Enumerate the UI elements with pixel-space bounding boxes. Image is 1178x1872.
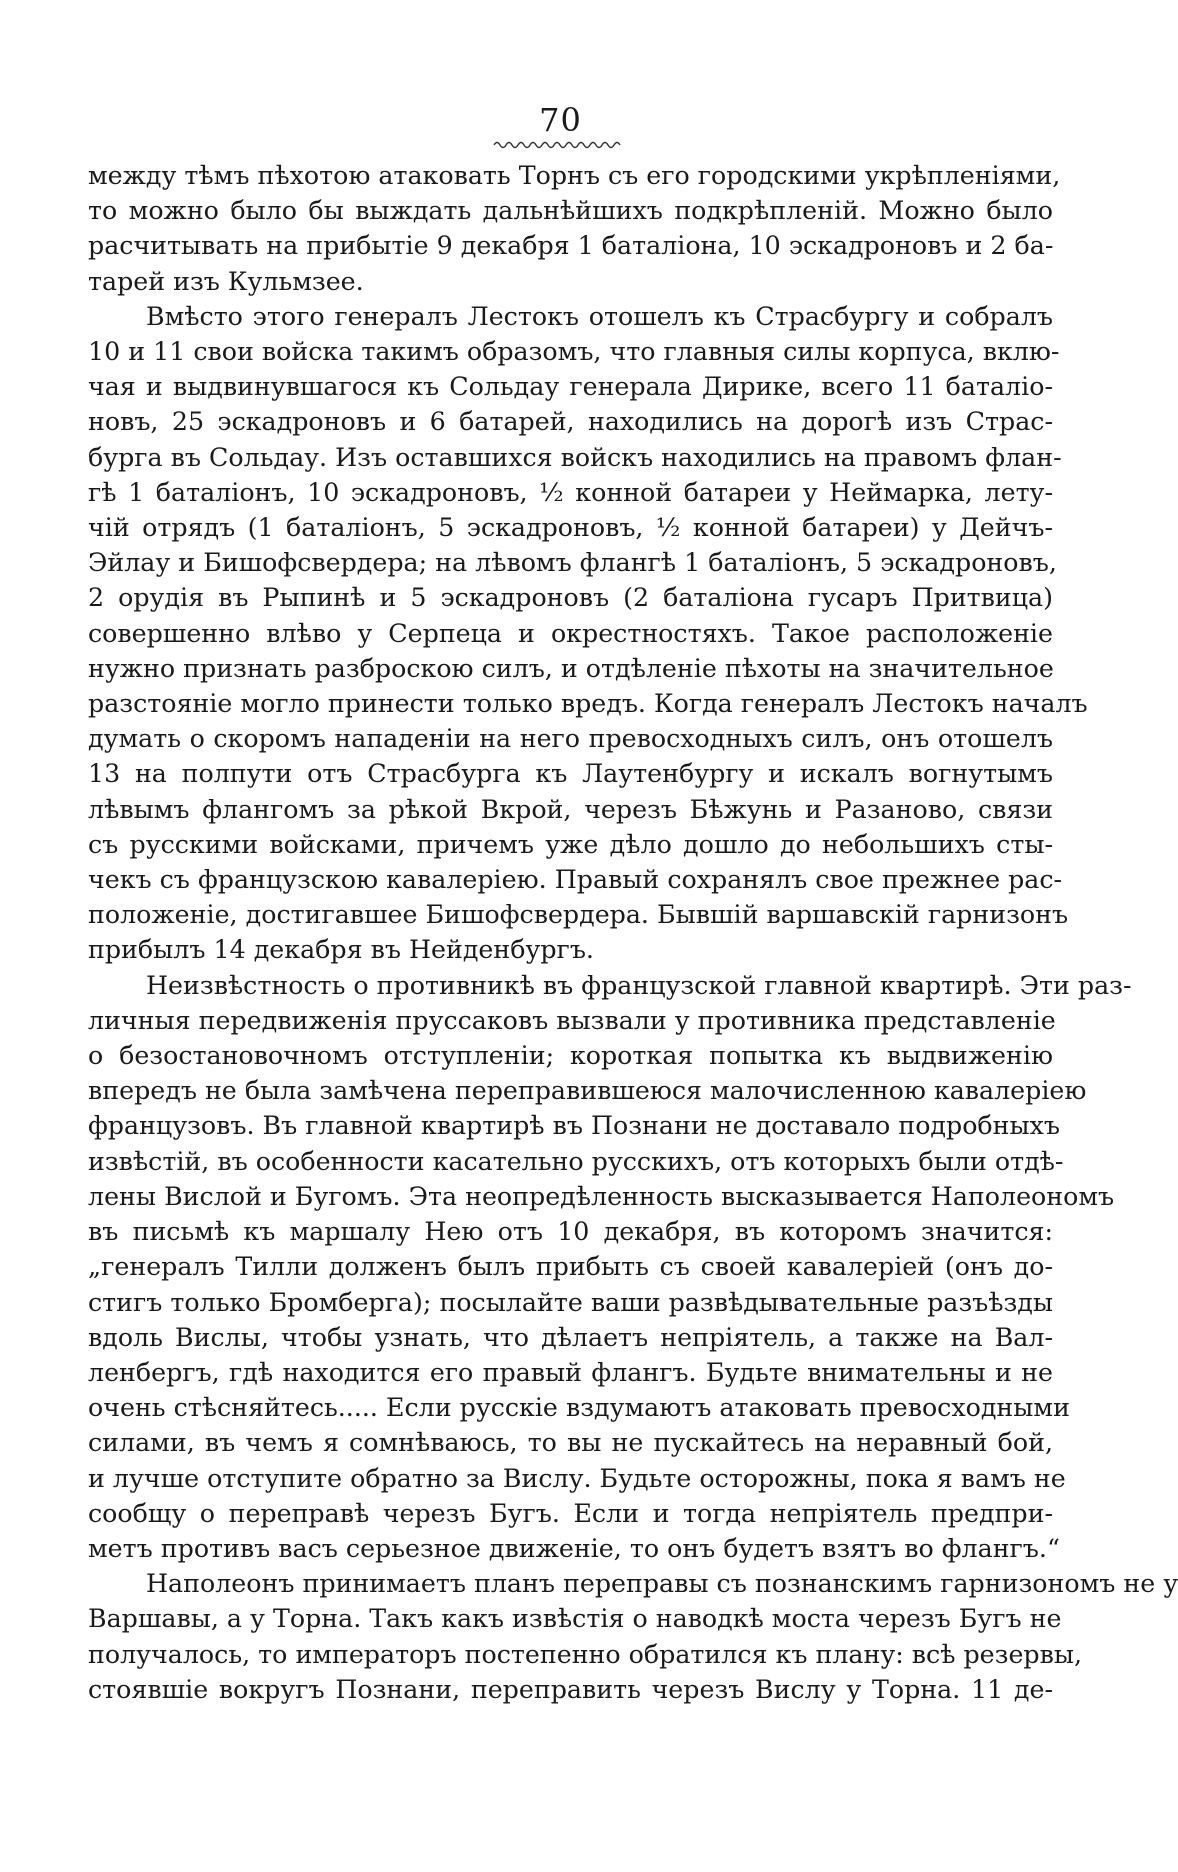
text-line: французовъ. Въ главной квартирѣ въ Познани не доставало подробныхъ xyxy=(88,1111,1061,1141)
text-line: впередъ не была замѣчена переправившеюся малочисленною кавалеріею xyxy=(88,1076,1087,1106)
section-heading-line: Наполеонъ принимаетъ планъ переправы съ познанскимъ гарнизономъ не у xyxy=(146,1569,1178,1599)
text-line: чекъ съ французскою кавалеріею. Правый сохранялъ свое прежнее рас- xyxy=(88,865,1063,895)
text-line: совершенно влѣво у Серпеца и окрестностяхъ. Такое расположеніе xyxy=(88,618,1053,648)
text-line: 10 и 11 свои войска такимъ образомъ, что главныя силы корпуса, вклю- xyxy=(88,337,1060,367)
text-line: извѣстій, въ особенности касательно русскихъ, отъ которыхъ были отдѣ- xyxy=(88,1146,1064,1176)
text-line: гѣ 1 баталіонъ, 10 эскадроновъ, ½ конной батареи у Неймарка, лету- xyxy=(88,477,1053,507)
text-line: въ письмѣ къ маршалу Нею отъ 10 декабря, въ которомъ значится: xyxy=(88,1217,1053,1247)
text-line: силами, въ чемъ я сомнѣваюсь, то вы не пускайтесь на неравный бой, xyxy=(88,1428,1053,1458)
text-line: новъ, 25 эскадроновъ и 6 батарей, находились на дорогѣ изъ Страс- xyxy=(88,407,1053,437)
text-line: чая и выдвинувшагося къ Сольдау генерала Дирике, всего 11 баталіо- xyxy=(88,372,1053,402)
text-line: получалось, то императоръ постепенно обратился къ плану: всѣ резервы, xyxy=(88,1639,1083,1669)
text-line: расчитывать на прибытіе 9 декабря 1 баталіона, 10 эскадроновъ и 2 ба- xyxy=(88,231,1054,261)
text-line: думать о скоромъ нападеніи на него превосходныхъ силъ, онъ отошелъ xyxy=(88,724,1053,754)
section-heading-line: Неизвѣстность о противникѣ въ французской главной квартирѣ. Эти раз- xyxy=(146,970,1132,1000)
text-line: стоявшіе вокругъ Познани, переправить черезъ Вислу у Торна. 11 де- xyxy=(88,1674,1053,1704)
page-number: 70 xyxy=(539,101,582,139)
text-line: личныя передвиженія пруссаковъ вызвали у противника представленіе xyxy=(88,1005,1056,1035)
text-line: „генералъ Тилли долженъ былъ прибыть съ своей кавалеріей (онъ до- xyxy=(88,1252,1053,1282)
text-line: тарей изъ Кульмзее. xyxy=(88,266,364,296)
text-line: положеніе, достигавшее Бишофсвердера. Бывшій варшавскій гарнизонъ xyxy=(88,900,1069,930)
text-line: ленбергъ, гдѣ находится его правый флангъ. Будьте внимательны и не xyxy=(88,1357,1053,1387)
text-line: и лучше отступите обратно за Вислу. Будьте осторожны, пока я вамъ не xyxy=(88,1463,1066,1493)
book-page xyxy=(88,100,1178,1707)
body-text xyxy=(88,158,1178,1707)
text-line: прибылъ 14 декабря въ Нейденбургъ. xyxy=(88,935,594,965)
text-line: чій отрядъ (1 баталіонъ, 5 эскадроновъ, ½ конной батареи) у Дейчъ- xyxy=(88,513,1053,543)
text-line: нужно признать разброскою силъ, и отдѣленіе пѣхоты на значительное xyxy=(88,653,1054,683)
text-line: очень стѣсняйтесь..... Если русскіе вздумаютъ атаковать превосходными xyxy=(88,1393,1070,1423)
text-line: стигъ только Бромберга); посылайте ваши развѣдывательные разъѣзды xyxy=(88,1287,1053,1317)
text-line: 2 орудія въ Рыпинѣ и 5 эскадроновъ (2 баталіона гусаръ Притвица) xyxy=(88,583,1053,613)
text-line: Эйлау и Бишофсвердера; на лѣвомъ флангѣ 1 баталіонъ, 5 эскадроновъ, xyxy=(88,548,1057,578)
text-line: лены Вислой и Бугомъ. Эта неопредѣленность высказывается Наполеономъ xyxy=(88,1181,1115,1211)
text-line: то можно было бы выждать дальнѣйшихъ подкрѣпленій. Можно было xyxy=(88,196,1053,226)
text-line: вдоль Вислы, чтобы узнать, что дѣлаетъ непріятель, а также на Вал- xyxy=(88,1322,1053,1352)
text-line: Вмѣсто этого генералъ Лестокъ отошелъ къ Страсбургу и собралъ xyxy=(146,301,1053,331)
wavy-ornament-icon xyxy=(494,140,624,150)
text-line: съ русскими войсками, причемъ уже дѣло дошло до небольшихъ сты- xyxy=(88,829,1053,859)
text-line: бурга въ Сольдау. Изъ оставшихся войскъ находились на правомъ флан- xyxy=(88,442,1062,472)
text-line: 13 на полпути отъ Страсбурга къ Лаутенбургу и искалъ вогнутымъ xyxy=(88,759,1053,789)
text-line: разстояніе могло принести только вредъ. Когда генералъ Лестокъ началъ xyxy=(88,689,1088,719)
text-line: между тѣмъ пѣхотою атаковать Торнъ съ его городскими укрѣпленіями, xyxy=(88,161,1061,190)
text-line: о безостановочномъ отступленіи; короткая попытка къ выдвиженію xyxy=(88,1041,1053,1071)
text-line: сообщу о переправѣ черезъ Бугъ. Если и тогда непріятель предпри- xyxy=(88,1498,1053,1528)
text-line: Варшавы, а у Торна. Такъ какъ извѣстія о наводкѣ моста черезъ Бугъ не xyxy=(88,1604,1062,1634)
text-line: лѣвымъ флангомъ за рѣкой Вкрой, черезъ Бѣжунь и Разаново, связи xyxy=(88,794,1053,824)
text-line: метъ противъ васъ серьезное движеніе, то онъ будетъ взятъ во флангъ.“ xyxy=(88,1533,1060,1563)
